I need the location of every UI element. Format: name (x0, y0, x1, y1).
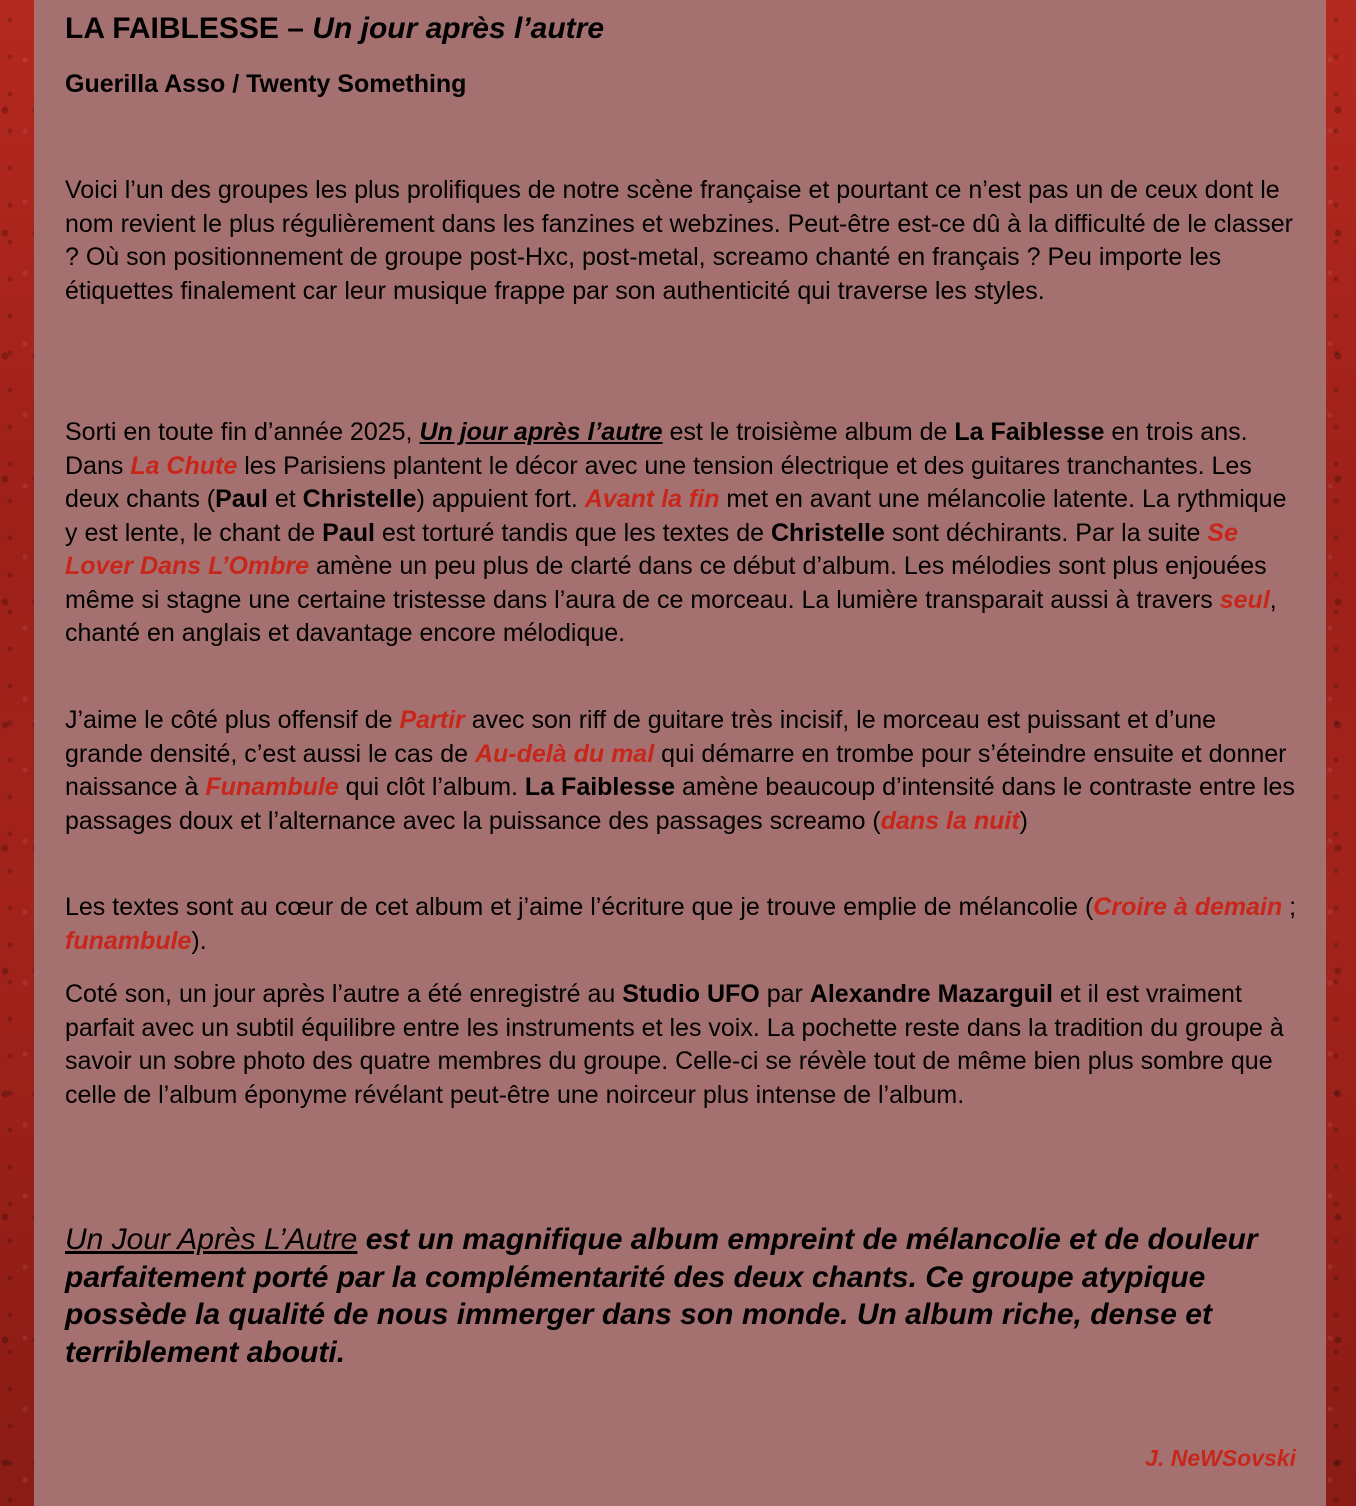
studio-name: Studio UFO (622, 980, 760, 1008)
record-labels: Guerilla Asso / Twenty Something (65, 70, 467, 98)
song-title: Croire à demain (1093, 893, 1283, 921)
song-title: Au-delà du mal (474, 739, 655, 768)
title-dash: – (278, 12, 313, 45)
album-title-inline: Un Jour Après L’Autre (65, 1223, 358, 1256)
text-fragment: par (759, 980, 810, 1008)
conclusion (65, 1221, 1305, 1371)
album-title: Un jour après l’autre (312, 12, 605, 45)
review-title (65, 10, 604, 48)
text-fragment: ). (191, 926, 207, 955)
text-fragment: avec son riff de guitare très incisif, le morceau est puissant et d’une grande densité, c’est aussi le cas de (65, 706, 1217, 768)
text-fragment: et (267, 485, 303, 513)
text-fragment: sont déchirants. Par la suite (884, 518, 1208, 547)
text-fragment: ; (1282, 893, 1297, 921)
song-title: dans la nuit (880, 806, 1020, 835)
review-page (34, 0, 1326, 1506)
text-fragment: J’aime le côté plus offensif de (65, 706, 400, 734)
song-title: Partir (399, 706, 465, 734)
intro-paragraph: Voici l’un des groupes les plus prolifiques de notre scène française et pourtant ce n’est pas un de ceux dont le nom revient le plus régulièrement dans les fanzines et webzines. Peut-être est-ce dû à la difficulté de le classer ? Où son positionnement de groupe post-Hxc, post-metal, screamo chanté en français ? Peu importe les étiquettes finalement car leur musique frappe par son authenticité qui traverse les styles. (65, 176, 1293, 305)
album-title-inline: Un jour après l’autre (419, 418, 663, 446)
text-fragment: ) appuient fort. (416, 485, 585, 513)
song-title: seul (1219, 585, 1270, 614)
text-fragment: Les textes sont au cœur de cet album et j’aime l’écriture que je trouve emplie de mélancolie ( (65, 893, 1094, 921)
song-title: funambule (65, 926, 192, 955)
band-name-inline: La Faiblesse (524, 773, 675, 801)
member-name: Christelle (770, 518, 885, 547)
song-title: Se Lover Dans L’Ombre (65, 518, 1238, 580)
text-fragment: en trois ans. Dans (65, 418, 1248, 480)
song-title: Funambule (205, 773, 339, 801)
text-fragment: met en avant une mélancolie latente. La rythmique y est lente, le chant de (65, 485, 1287, 547)
text-fragment: amène un peu plus de clarté dans ce début d’album. Les mélodies sont plus enjouées même si stagne une certaine tristesse dans l’aura de ce morceau. La lumière transparait aussi à travers (65, 552, 1267, 614)
text-fragment: amène beaucoup d’intensité dans le contraste entre les passages doux et l’alternance avec la puissance des passages screamo ( (65, 773, 1295, 835)
text-fragment: et il est vraiment parfait avec un subtil équilibre entre les instruments et les voix. La pochette reste dans la tradition du groupe à savoir un sobre photo des quatre membres du groupe. Celle-ci se révèle tout de même bien plus sombre que celle de l’album éponyme révélant peut-être une noirceur plus intense de l’album. (65, 980, 1284, 1109)
song-title: La Chute (130, 451, 238, 480)
text-fragment: , chanté en anglais et davantage encore mélodique. (65, 585, 1277, 647)
song-title: Avant la fin (584, 485, 720, 513)
text-fragment: est le troisième album de (662, 418, 955, 446)
member-name: Paul (322, 518, 375, 547)
text-fragment: est torturé tandis que les textes de (374, 518, 771, 547)
author-signature: J. NeWSovski (1145, 1445, 1296, 1471)
member-name: Paul (215, 485, 268, 513)
text-fragment: Sorti en toute fin d’année 2025, (65, 418, 420, 446)
text-fragment: les Parisiens plantent le décor avec une tension électrique et des guitares tranchantes. Les deux chants ( (65, 451, 1252, 513)
conclusion-text: est un magnifique album empreint de mélancolie et de douleur parfaitement porté par la complémentarité des deux chants. Ce groupe atypique possède la qualité de nous immerger dans son monde. Un album riche, dense et terriblement abouti. (65, 1223, 1258, 1369)
text-fragment: qui démarre en trombe pour s’éteindre ensuite et donner naissance à (65, 739, 1287, 801)
text-fragment: Coté son, un jour après l’autre a été enregistré au (65, 980, 623, 1008)
engineer-name: Alexandre Mazarguil (809, 980, 1053, 1008)
paragraph-4 (65, 891, 1297, 958)
paragraph-2 (65, 416, 1297, 651)
paragraph-5 (65, 978, 1297, 1112)
member-name: Christelle (302, 485, 417, 513)
text-fragment: qui clôt l’album. (338, 773, 525, 801)
band-name-inline: La Faiblesse (954, 418, 1105, 446)
text-fragment: ) (1019, 806, 1028, 835)
paragraph-3 (65, 704, 1297, 838)
band-name: LA FAIBLESSE (65, 12, 279, 45)
